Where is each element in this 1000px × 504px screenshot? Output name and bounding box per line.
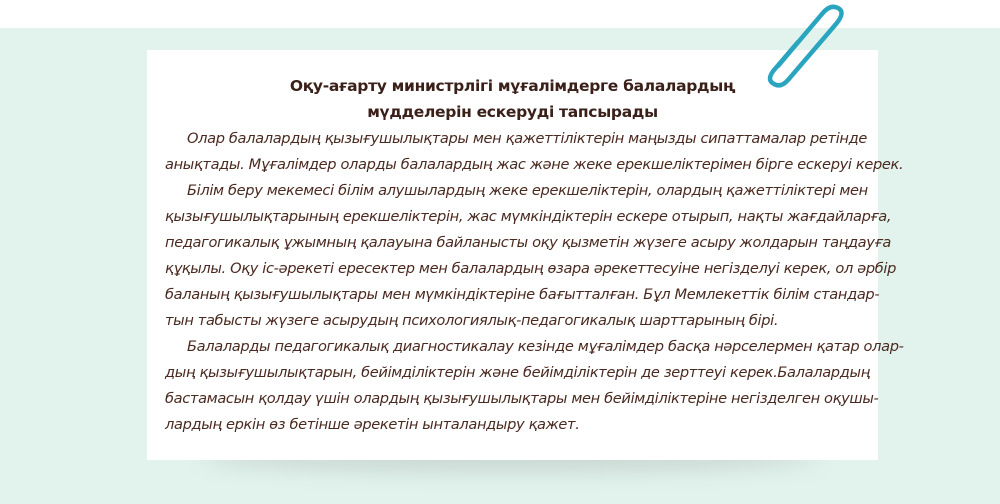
article-card — [147, 50, 904, 460]
paragraph-line: қызығушылықтарының ерекшеліктерін, жас мүмкіндіктерін ескере отырып, нақты жағдайларға, — [165, 208, 892, 225]
paragraph-line: анықтады. Мұғалімдер оларды балалардың жас және жеке ерекшеліктерімен бірге ескеруі керек. — [165, 156, 904, 173]
article-title-line-1: Оқу-ағарту министрлігі мұғалімдерге балалардың — [289, 77, 736, 95]
paragraph-line: бастамасын қолдау үшін олардың қызығушылықтары мен бейімділіктеріне негізделген оқушы- — [165, 390, 879, 407]
paragraph-line: тын табысты жүзеге асырудың психологиялық-педагогикалық шарттарының бірі. — [165, 312, 779, 329]
paragraph-line: Балаларды педагогикалық диагностикалау кезінде мұғалімдер басқа нәрселермен қатар олар- — [187, 338, 904, 355]
paragraph-line: дың қызығушылықтарын, бейімділіктерін және бейімділіктерін де зерттеуі керек.Балалардың — [165, 364, 870, 381]
paragraph-line: Білім беру мекемесі білім алушылардың жеке ерекшеліктерін, олардың қажеттіліктері мен — [187, 182, 868, 199]
paragraph-line: құқылы. Оқу іс-әрекеті ересектер мен балалардың өзара әрекеттесуіне негізделуі керек, ол әрбір — [165, 260, 897, 277]
paragraph-line: Олар балалардың қызығушылықтары мен қажеттіліктерін маңызды сипаттамалар ретінде — [187, 130, 867, 147]
article-title-line-2: мүдделерін ескеруді тапсырады — [367, 103, 658, 121]
paperclip-icon — [760, 0, 860, 95]
paragraph-line: баланың қызығушылықтары мен мүмкіндіктеріне бағытталған. Бұл Мемлекеттік білім стандар- — [165, 286, 880, 303]
paragraph-line: педагогикалық ұжымның қалауына байланысты оқу қызметін жүзеге асыру жолдарын таңдауға — [165, 234, 891, 251]
paragraph-line: лардың еркін өз бетінше әрекетін ынталандыру қажет. — [165, 416, 580, 433]
